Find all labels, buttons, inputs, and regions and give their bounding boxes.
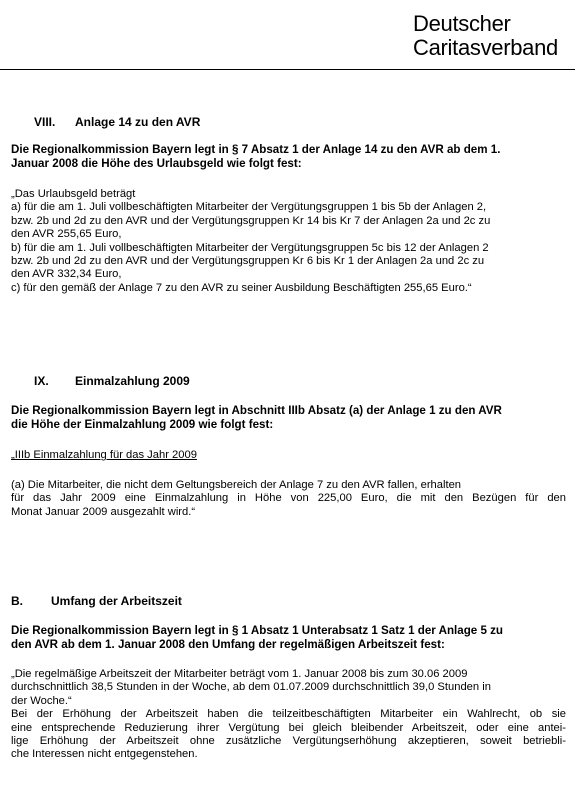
intro-line: den AVR ab dem 1. Januar 2008 den Umfang der regelmäßigen Arbeitszeit fest:: [11, 638, 445, 651]
body-line: che Interessen nicht entgegenstehen.: [11, 748, 198, 761]
body-line: (a) Die Mitarbeiter, die nicht dem Geltungsbereich der Anlage 7 zu den AVR fallen, erhalten: [11, 479, 462, 491]
body-line: lige Erhöhung der Arbeitszeit ohne zusätzliche Vergütungserhöhung akzeptieren, soweit betriebli-: [11, 735, 566, 748]
body-line: c) für den gemäß der Anlage 7 zu den AVR zu seiner Ausbildung Beschäftigten 255,65 Euro.“: [11, 281, 472, 294]
section-title: Einmalzahlung 2009: [75, 374, 190, 388]
organization-name-line2: Caritasverband: [413, 35, 558, 60]
body-line: bzw. 2b und 2d zu den AVR und der Vergütungsgruppen Kr 14 bis Kr 7 der Anlagen 2a und 2c zu: [11, 214, 491, 227]
body-line: b) für die am 1. Juli vollbeschäftigten Mitarbeiter der Vergütungsgruppen 5c bis 12 der Anlagen 2: [11, 241, 489, 254]
section-body-ix: [11, 479, 566, 519]
body-line: bzw. 2b und 2d zu den AVR und der Vergütungsgruppen Kr 6 bis Kr 1 der Anlagen 2a und 2c zu: [11, 255, 485, 268]
section-number: B.: [11, 594, 23, 608]
section-body-b: [11, 668, 566, 762]
body-line: eine entsprechende Reduzierung ihrer Vergütung bei gleich bleibender Arbeitszeit, oder eine antei-: [11, 721, 566, 734]
section-subheading-ix: [11, 449, 566, 462]
body-line: den AVR 332,34 Euro,: [11, 268, 122, 281]
section-number: IX.: [34, 374, 49, 388]
body-line: der Woche.“: [11, 694, 72, 707]
subheading: „IIIb Einmalzahlung für das Jahr 2009: [11, 449, 197, 461]
body-line: den AVR 255,65 Euro,: [11, 228, 122, 241]
body-line: für das Jahr 2009 eine Einmalzahlung in Höhe von 225,00 Euro, die mit den Bezügen für den: [11, 492, 566, 505]
section-title: Umfang der Arbeitszeit: [51, 594, 182, 608]
section-number: VIII.: [34, 115, 56, 129]
organization-name: [413, 12, 558, 60]
body-line: „Die regelmäßige Arbeitszeit der Mitarbeiter beträgt vom 1. Januar 2008 bis zum 30.06 2009: [11, 668, 468, 680]
section-intro-b: [11, 624, 564, 652]
body-line: durchschnittlich 38,5 Stunden in der Woche, ab dem 01.07.2009 durchschnittlich 39,0 Stunden in: [11, 681, 491, 694]
section-intro-viii: [11, 143, 564, 171]
intro-line: Die Regionalkommission Bayern legt in § 7 Absatz 1 der Anlage 14 zu den AVR ab dem 1.: [11, 143, 501, 156]
intro-line: die Höhe der Einmalzahlung 2009 wie folgt fest:: [11, 418, 274, 431]
body-line: Bei der Erhöhung der Arbeitszeit haben die teilzeitbeschäftigten Mitarbeiter ein Wahlrecht, ob sie: [11, 708, 566, 721]
intro-line: Die Regionalkommission Bayern legt in § 1 Absatz 1 Unterabsatz 1 Satz 1 der Anlage 5 zu: [11, 624, 504, 637]
body-line: a) für die am 1. Juli vollbeschäftigten Mitarbeiter der Vergütungsgruppen 1 bis 5b der Anlagen 2,: [11, 201, 487, 214]
body-line: „Das Urlaubsgeld beträgt: [11, 188, 136, 200]
organization-name-line1: Deutscher: [413, 11, 511, 36]
intro-line: Die Regionalkommission Bayern legt in Abschnitt IIIb Absatz (a) der Anlage 1 zu den AVR: [11, 404, 502, 417]
body-line: Monat Januar 2009 ausgezahlt wird.“: [11, 505, 196, 518]
intro-line: Januar 2008 die Höhe des Urlaubsgeld wie folgt fest:: [11, 157, 302, 170]
section-intro-ix: [11, 404, 564, 432]
section-title: Anlage 14 zu den AVR: [75, 115, 201, 129]
header-divider: [0, 69, 575, 70]
section-body-viii: [11, 188, 566, 295]
